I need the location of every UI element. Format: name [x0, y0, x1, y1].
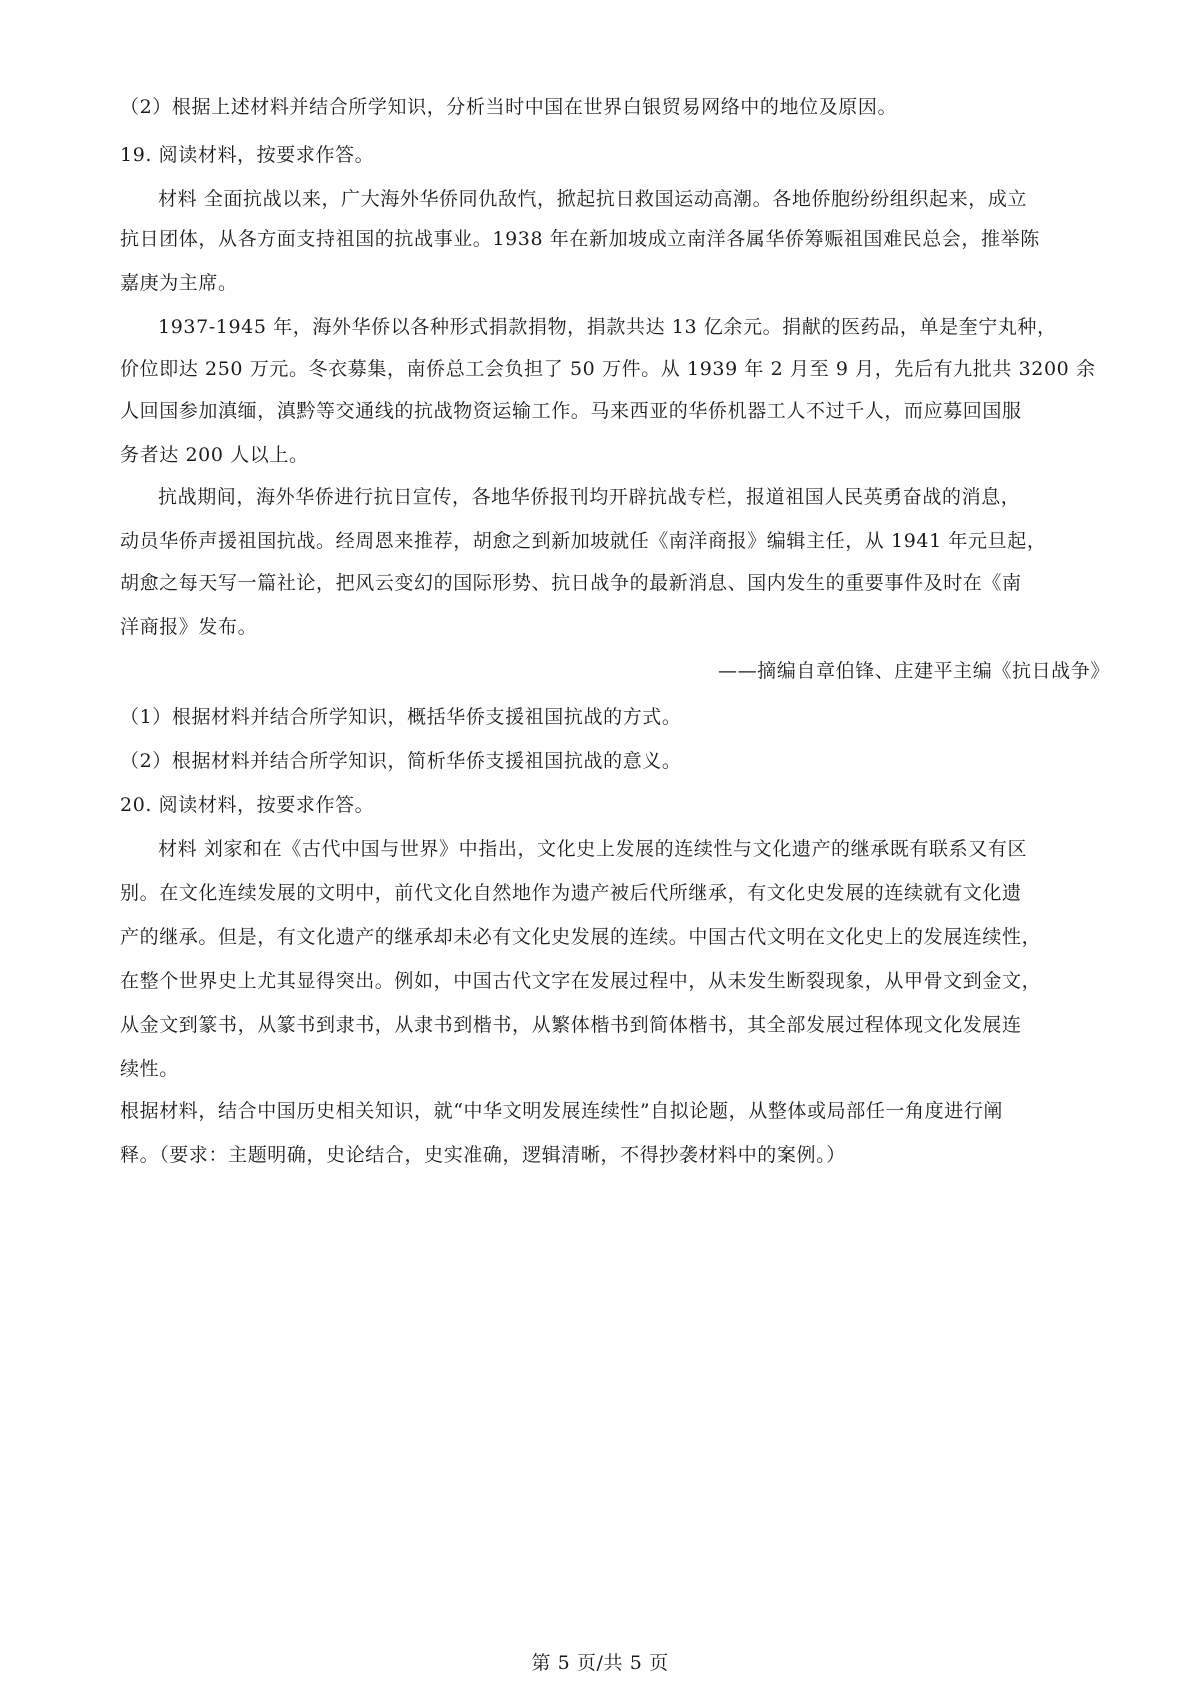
q19-material-line: 人回国参加滇缅，滇黔等交通线的抗战物资运输工作。马来西亚的华侨机器工人不过千人，而应募回国服 [120, 400, 1022, 422]
q18-subquestion-2: （2）根据上述材料并结合所学知识，分析当时中国在世界白银贸易网络中的地位及原因。 [120, 96, 898, 118]
q20-material-line: 别。在文化连续发展的文明中，前代文化自然地作为遗产被后代所继承，有文化史发展的连续就有文化遗 [120, 882, 1022, 904]
q20-material-line: 在整个世界史上尤其显得突出。例如，中国古代文字在发展过程中，从未发生断裂现象，从甲骨文到金文， [120, 970, 1042, 992]
q20-material-line: 续性。 [120, 1058, 179, 1080]
q20-task-line: 根据材料，结合中国历史相关知识，就“中华文明发展连续性”自拟论题，从整体或局部任一角度进行阐 [120, 1100, 1004, 1122]
q19-material-line: 抗日团体，从各方面支持祖国的抗战事业。1938 年在新加坡成立南洋各属华侨筹赈祖国难民总会，推举陈 [120, 228, 1040, 250]
q19-source-citation: ——摘编自章伯锋、庄建平主编《抗日战争》 [717, 660, 1110, 682]
q19-material-line: 胡愈之每天写一篇社论，把风云变幻的国际形势、抗日战争的最新消息、国内发生的重要事件及时在《南 [120, 572, 1022, 594]
q20-material-line: 材料 刘家和在《古代中国与世界》中指出，文化史上发展的连续性与文化遗产的继承既有联系又有区 [158, 838, 1028, 860]
q20-task-line: 释。（要求：主题明确，史论结合，史实准确，逻辑清晰，不得抄袭材料中的案例。） [120, 1144, 846, 1166]
q20-heading: 20. 阅读材料，按要求作答。 [120, 794, 375, 816]
q19-material-line: 洋商报》发布。 [120, 616, 258, 638]
q20-material-line: 从金文到篆书，从篆书到隶书，从隶书到楷书，从繁体楷书到简体楷书，其全部发展过程体现文化发展连 [120, 1014, 1022, 1036]
q19-material-line: 价位即达 250 万元。冬衣募集，南侨总工会负担了 50 万件。从 1939 年 2 月至 9 月，先后有九批共 3200 余 [120, 358, 1096, 380]
q19-subquestion-2: （2）根据材料并结合所学知识，简析华侨支援祖国抗战的意义。 [120, 750, 682, 772]
q19-material-line: 抗战期间，海外华侨进行抗日宣传，各地华侨报刊均开辟抗战专栏，报道祖国人民英勇奋战的消息， [158, 486, 1021, 508]
q19-material-line: 1937-1945 年，海外华侨以各种形式捐款捐物，捐款共达 13 亿余元。捐献的医药品，单是奎宁丸种， [158, 316, 1057, 338]
q20-material-line: 产的继承。但是，有文化遗产的继承却未必有文化史发展的连续。中国古代文明在文化史上的发展连续性， [120, 926, 1042, 948]
q19-material-line: 务者达 200 人以上。 [120, 444, 309, 466]
q19-material-line: 材料 全面抗战以来，广大海外华侨同仇敌忾，掀起抗日救国运动高潮。各地侨胞纷纷组织起来，成立 [158, 188, 1028, 210]
q19-material-line: 动员华侨声援祖国抗战。经周恩来推荐，胡愈之到新加坡就任《南洋商报》编辑主任，从 1941 年元旦起， [120, 530, 1047, 552]
page-footer: 第 5 页/共 5 页 [531, 1652, 669, 1674]
q19-subquestion-1: （1）根据材料并结合所学知识，概括华侨支援祖国抗战的方式。 [120, 706, 682, 728]
q19-material-line: 嘉庚为主席。 [120, 272, 238, 294]
q19-heading: 19. 阅读材料，按要求作答。 [120, 144, 375, 166]
